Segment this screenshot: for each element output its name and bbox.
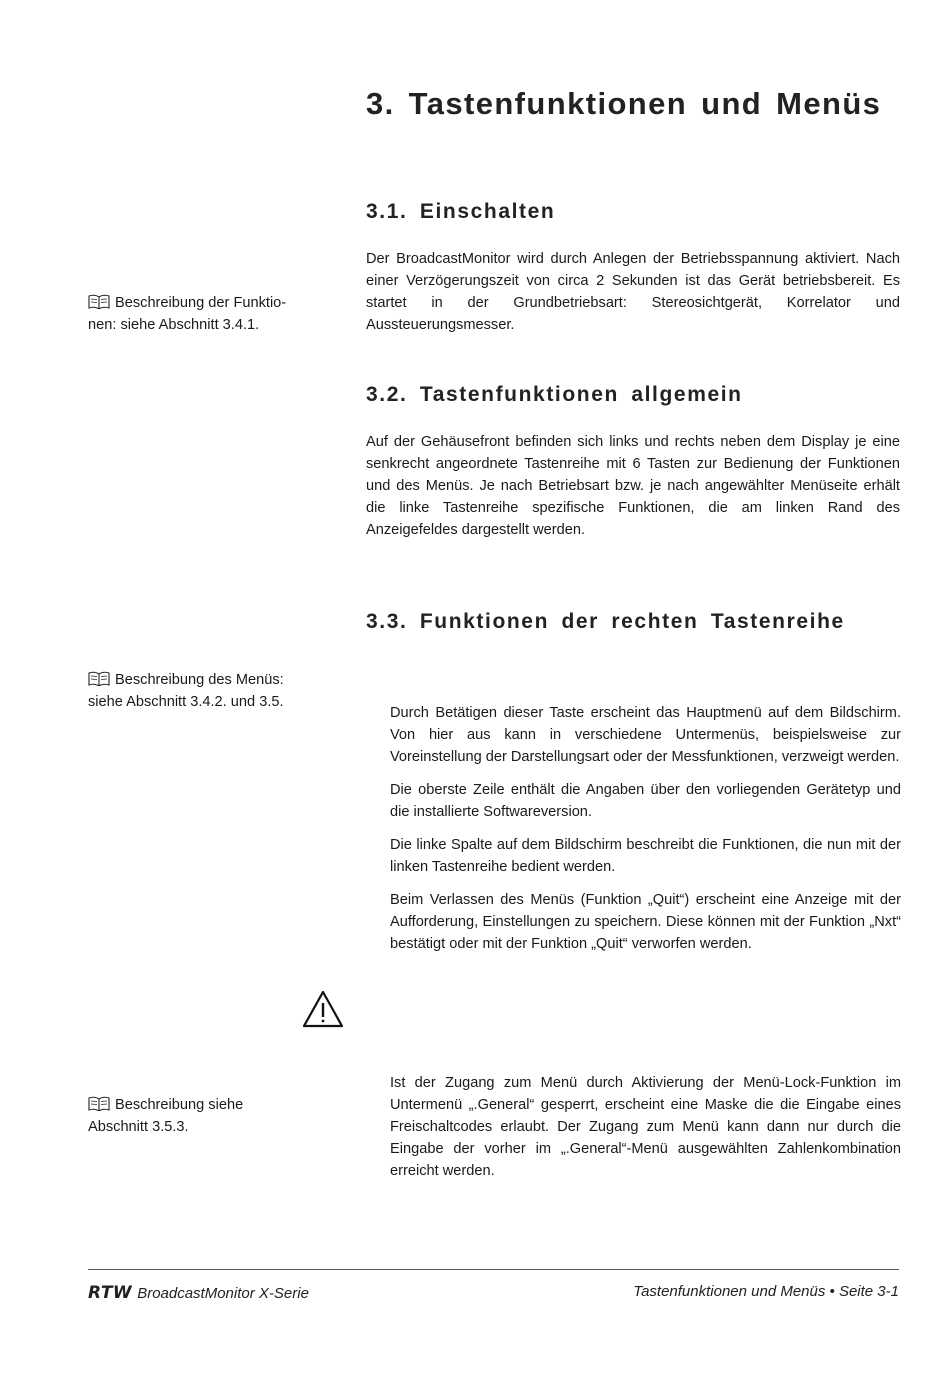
section-3-3-body [390, 702, 901, 966]
brand-logo: RTW [88, 1283, 133, 1303]
book-icon [88, 294, 110, 309]
book-icon [88, 671, 110, 686]
chapter-title: 3. Tastenfunktionen und Menüs [366, 86, 882, 121]
section-3-1-body [366, 248, 900, 336]
paragraph: Auf der Gehäusefront befinden sich links und rechts neben dem Display je eine senkrecht angeordnete Tastenreihe mit 6 Tasten zur Bedienung der Funktionen und des Menüs. Je nach Betriebsart bzw. je nach angewählter Menüseite erhält die linke Tastenreihe spezifische Funktionen, die am linken Rand des Anzeigefeldes dargestellt werden. [366, 434, 900, 538]
warning-icon [302, 990, 344, 1028]
section-3-2-body [366, 431, 900, 541]
section-heading-3-3: 3.3. Funktionen der rechten Tastenreihe [366, 610, 845, 633]
margin-note-menu: Beschreibung des Menüs: siehe Abschnitt 3.4.2. und 3.5. [88, 672, 284, 710]
footer-page-label: Tastenfunktionen und Menüs • Seite 3-1 [633, 1283, 899, 1300]
paragraph: Die oberste Zeile enthält die Angaben über den vorliegenden Gerätetyp und die installierte Softwareversion. [390, 782, 901, 820]
paragraph: Beim Verlassen des Menüs (Funktion „Quit“) erscheint eine Anzeige mit der Aufforderung, Einstellungen zu speichern. Diese können mit der Funktion „Nxt“ bestätigt oder mit der Funktion „Quit“ verworfen werden. [390, 892, 901, 952]
menu-lock-body [390, 1072, 901, 1182]
paragraph: Die linke Spalte auf dem Bildschirm beschreibt die Funktionen, die nun mit der linken Tastenreihe bedient werden. [390, 837, 901, 875]
book-icon [88, 1096, 110, 1111]
section-heading-3-2: 3.2. Tastenfunktionen allgemein [366, 383, 743, 406]
footer-divider [88, 1269, 899, 1270]
section-heading-3-1: 3.1. Einschalten [366, 200, 556, 223]
footer-product: RTW BroadcastMonitor X-Serie [88, 1283, 309, 1303]
margin-note-functions: Beschreibung der Funktio- nen: siehe Abschnitt 3.4.1. [88, 295, 287, 333]
paragraph: Der BroadcastMonitor wird durch Anlegen der Betriebsspannung aktiviert. Nach einer Verzögerungszeit von circa 2 Sekunden ist das Gerät betriebsbereit. Es startet in der Grundbetriebsart: Stereosichtgerät, Korrelator und Aussteuerungsmesser. [366, 251, 900, 333]
paragraph: Durch Betätigen dieser Taste erscheint das Hauptmenü auf dem Bildschirm. Von hier aus kann in verschiedene Untermenüs, beispielsweise zur Voreinstellung der Darstellungsart oder der Messfunktionen, verzweigt werden. [390, 705, 901, 765]
margin-note-lock: Beschreibung siehe Abschnitt 3.5.3. [88, 1097, 244, 1135]
paragraph: Ist der Zugang zum Menü durch Aktivierung der Menü-Lock-Funktion im Untermenü „.General“ gesperrt, erscheint eine Maske die die Eingabe eines Freischaltcodes erlaubt. Der Zugang zum Menü kann dann nur durch die Eingabe der vorher im „.General“-Menü ausgewählten Zahlenkombination erreicht werden. [390, 1075, 901, 1179]
